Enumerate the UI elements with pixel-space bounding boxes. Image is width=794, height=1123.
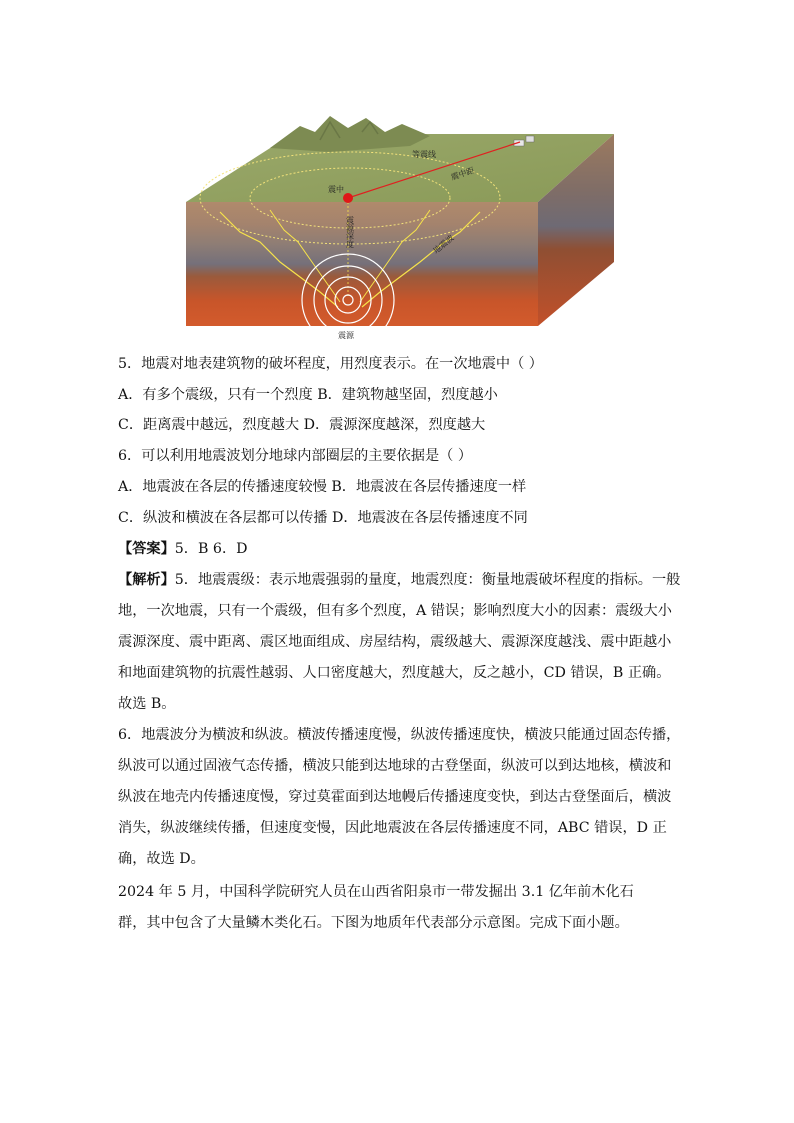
- q5-options-2: C．距离震中越远，烈度越大 D．震源深度越深，烈度越大: [118, 417, 486, 433]
- label-hypocenter: 震源: [338, 331, 354, 340]
- label-focal-depth: 震源深度: [345, 216, 355, 248]
- intro-line: 群，其中包含了大量鳞木类化石。下图为地质年代表部分示意图。完成下面小题。: [118, 915, 629, 931]
- q6-stem: 6．可以利用地震波划分地球内部圈层的主要依据是（ ）: [118, 448, 473, 464]
- analysis-q5-line: 震源深度、震中距离、震区地面组成、房屋结构，震级越大、震源深度越浅、震中距越小: [118, 634, 672, 650]
- intro-line: 2024 年 5 月，中国科学院研究人员在山西省阳泉市一带发掘出 3.1 亿年前木化石: [118, 884, 634, 900]
- analysis-q5-line: 故选 B。: [118, 696, 176, 712]
- analysis-q5-line: 地，一次地震，只有一个震级，但有多个烈度，A 错误；影响烈度大小的因素：震级大小: [118, 603, 672, 619]
- analysis-q6: [118, 720, 681, 875]
- label-epicenter: 震中: [328, 185, 344, 194]
- answer-label: 【答案】: [118, 541, 175, 557]
- front-face: [186, 202, 538, 326]
- analysis-q6-line: 纵波可以通过固液气态传播，横波只能到达地球的古登堡面，纵波可以到达地核，横波和: [118, 758, 672, 774]
- analysis-q5: [118, 565, 681, 720]
- analysis-label: 【解析】: [118, 572, 175, 588]
- analysis-q5-line: 和地面建筑物的抗震性越弱、人口密度越大，烈度越大，反之越小，CD 错误，B 正确。: [118, 665, 671, 681]
- q6-options-2: C．纵波和横波在各层都可以传播 D．地震波在各层传播速度不同: [118, 510, 528, 526]
- label-epicentral-distance: 震中距: [449, 165, 476, 182]
- answer-text: 5．B 6．D: [174, 541, 248, 557]
- earthquake-diagram: [180, 112, 615, 344]
- analysis-q6-line: 消失，纵波继续传播，但速度变慢，因此地震波在各层传播速度不同，ABC 错误，D 正: [118, 820, 667, 836]
- analysis-q6-line: 纵波在地壳内传播速度慢，穿过莫霍面到达地幔后传播速度变快，到达古登堡面后，横波: [118, 789, 672, 805]
- label-isoseismal: 等震线: [412, 150, 436, 159]
- q6-options-1: A．地震波在各层的传播速度较慢 B．地震波在各层传播速度一样: [118, 479, 527, 495]
- q5-options-1: A．有多个震级，只有一个烈度 B．建筑物越坚固，烈度越小: [118, 387, 498, 403]
- intro-paragraph: [118, 877, 678, 939]
- label-seismic-wave: 地震波: [431, 233, 456, 256]
- q5-stem: 5．地震对地表建筑物的破坏程度，用烈度表示。在一次地震中（ ）: [118, 356, 543, 372]
- analysis-q5-line: 5．地震震级：表示地震强弱的量度，地震烈度：衡量地震破坏程度的指标。一般: [174, 572, 681, 588]
- analysis-q6-line: 确，故选 D。: [118, 851, 205, 867]
- epicenter-dot: [343, 193, 353, 203]
- answer-line: [118, 538, 248, 560]
- analysis-q6-line: 6．地震波分为横波和纵波。横波传播速度慢，纵波传播速度快，横波只能通过固态传播，: [118, 727, 681, 743]
